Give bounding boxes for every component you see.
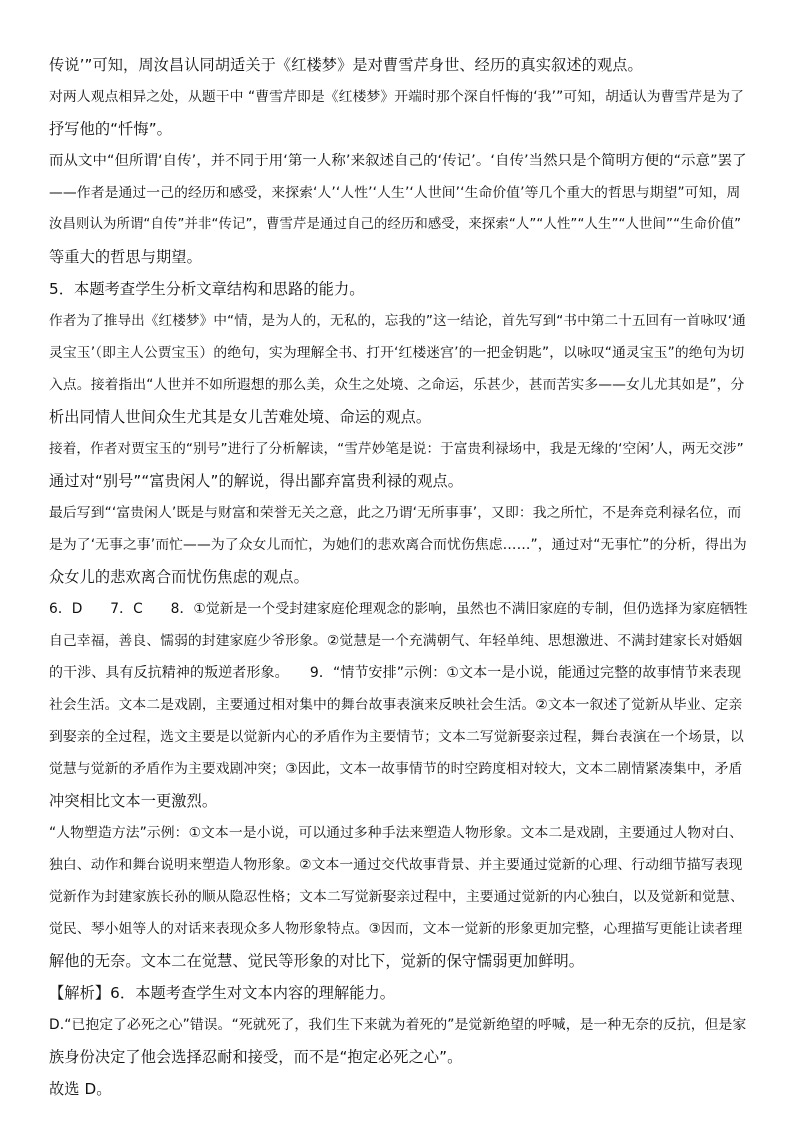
text-line: 解他的无奈。文本二在觉慧、觉民等形象的对比下，觉新的保守懦弱更加鲜明。 [49, 952, 585, 970]
text-line: 族身份决定了他会选择忍耐和接受，而不是“抱定必死之心”。 [49, 1048, 463, 1066]
text-line: 故选 D。 [49, 1080, 112, 1098]
text-line: 是为了‘无事之事’而忙——为了众女儿而忙，为她们的悲欢离合而忧伤焦虑……”，通过对“无事忙”的分析，得出为 [49, 537, 747, 553]
text-line: 灵宝玉’（即主人公贾宝玉）的绝句，实为理解全书、打开‘红楼迷宫’的一把金钥匙”，以咏叹“通灵宝玉”的绝句为切 [49, 345, 745, 361]
text-line: 众女儿的悲欢离合而忧伤焦虑的观点。 [49, 568, 309, 586]
text-line: 6．D 7．C 8．①觉新是一个受封建家庭伦理观念的影响，虽然也不满旧家庭的专制，但仍选择为家庭牺牲 [49, 601, 748, 617]
text-line: 觉新作为封建家族长孙的顺从隐忍性格；文本二写觉新娶亲过程中，主要通过觉新的内心独白，以及觉新和觉慧、 [49, 889, 744, 905]
text-line: 析出同情人世间众生尤其是女儿苦难处境、命运的观点。 [49, 408, 432, 426]
text-line: 冲突相比文本一更激烈。 [49, 792, 218, 810]
text-line: 而从文中“但所谓‘自传’，并不同于用‘第一人称’来叙述自己的‘传记’。‘自传’当然只是个简明方便的“示意”罢了 [49, 153, 747, 169]
text-line: 5．本题考查学生分析文章结构和思路的能力。 [49, 280, 365, 298]
text-line: 【解析】6．本题考查学生对文本内容的理解能力。 [49, 984, 396, 1002]
text-line: 抒写他的“忏悔”。 [49, 120, 172, 138]
text-line: D.“已抱定了必死之心”错误。“死就死了，我们生下来就为着死的”是觉新绝望的呼喊，是一种无奈的反抗，但是家 [49, 1017, 747, 1033]
text-line: 作者为了推导出《红楼梦》中“情，是为人的，无私的，忘我的”这一结论，首先写到“书中第二十五回有一首咏叹‘通 [49, 313, 746, 329]
text-line: 自己幸福，善良、懦弱的封建家庭少爷形象。②觉慧是一个充满朝气、年轻单纯、思想激进、不满封建家长对婚姻 [49, 633, 743, 649]
text-line: 对两人观点相异之处，从题干中 “曹雪芹即是《红楼梦》开端时那个深自忏悔的‘我’”可知，胡适认为曹雪芹是为了 [49, 89, 744, 105]
text-line: ——作者是通过一己的经历和感受，来探索‘人’‘人性’‘人生’‘人世间’‘生命价值’等几个重大的哲思与期望”可知，周 [49, 185, 741, 201]
text-line: 独白、动作和舞台说明来塑造人物形象。②文本一通过交代故事背景、并主要通过觉新的心理、行动细节描写表现 [49, 857, 743, 873]
text-line: 通过对“别号”“富贵闲人”的解说，得出鄙弃富贵利禄的观点。 [49, 472, 464, 490]
text-line: 到娶亲的全过程，选文主要是以觉新内心的矛盾作为主要情节；文本二写觉新娶亲过程，舞台表演在一个场景，以 [49, 729, 744, 745]
text-line: “人物塑造方法”示例：①文本一是小说，可以通过多种手法来塑造人物形象。文本二是戏剧，主要通过人物对白、 [49, 825, 744, 841]
text-line: 接着，作者对贾宝玉的“别号”进行了分析解读，“雪芹妙笔是说：于富贵利禄场中，我是无缘的‘空闲’人，两无交涉” [49, 441, 744, 457]
text-line: 入点。接着指出“人世并不如所遐想的那么美，众生之处境、之命运，乐甚少，甚而苦实多——女儿尤其如是”，分 [49, 377, 745, 393]
text-line: 汝昌则认为所谓“自传”并非“传记”，曹雪芹是通过自己的经历和感受，来探索“人”“人性”“人生”“人世间”“生命价值” [49, 217, 742, 232]
text-line: 传说’”可知，周汝昌认同胡适关于《红楼梦》是对曹雪芹身世、经历的真实叙述的观点。 [49, 56, 643, 74]
text-line: 觉慧与觉新的矛盾作为主要戏剧冲突；③因此，文本一故事情节的时空跨度相对较大，文本二剧情紧凑集中，矛盾 [49, 761, 743, 777]
text-line: 觉民、琴小姐等人的对话来表现众多人物形象特点。③因而，文本一觉新的形象更加完整，心理描写更能让读者理 [49, 921, 743, 937]
text-line: 等重大的哲思与期望。 [49, 248, 202, 266]
text-line: 最后写到“‘富贵闲人’既是与财富和荣誉无关之意，此之乃谓‘无所事事’，又即：我之所忙，不是奔竞利禄名位，而 [49, 505, 742, 521]
text-line: 社会生活。文本二是戏剧，主要通过相对集中的舞台故事表演来反映社会生活。②文本一叙述了觉新从毕业、定亲 [49, 697, 743, 713]
text-line: 的干涉、具有反抗精神的叛逆者形象。 9．“情节安排”示例：①文本一是小说，能通过完整的故事情节来表现 [49, 665, 742, 681]
